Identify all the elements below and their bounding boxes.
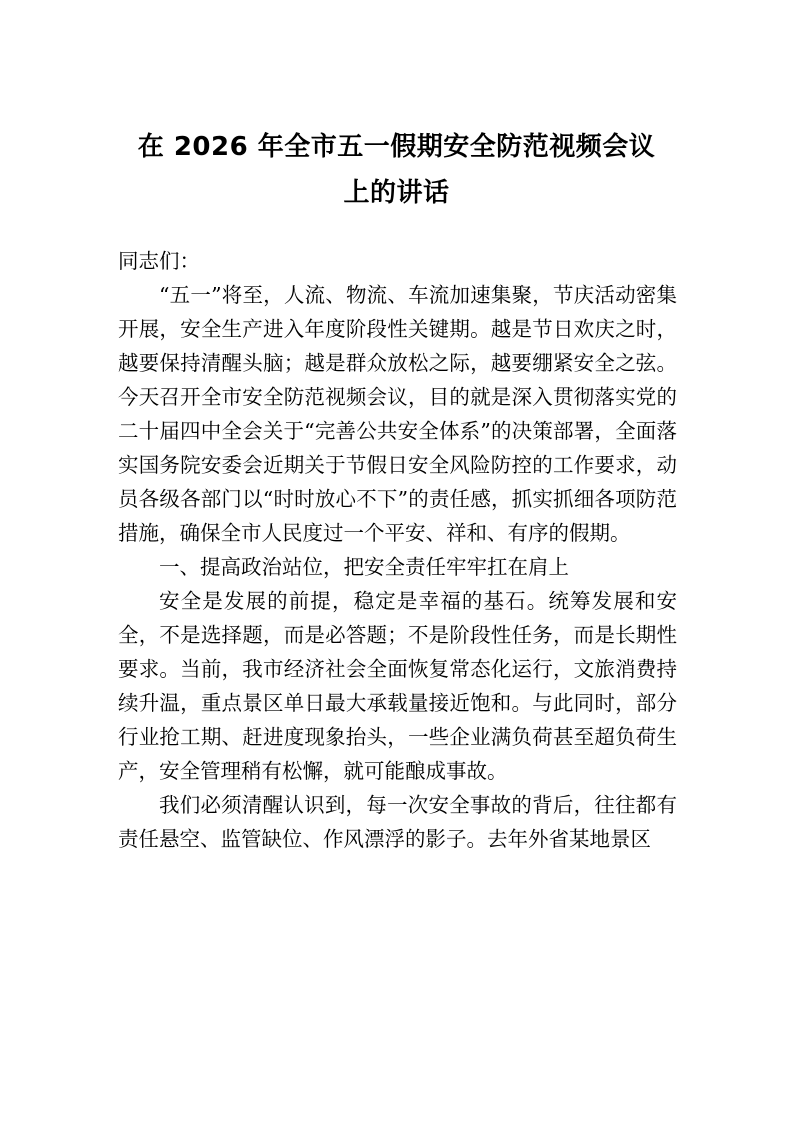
document-title-line-2: 上的讲话 xyxy=(343,178,450,208)
section-heading-1: 一、提高政治站位，把安全责任牢牢扛在肩上 xyxy=(159,555,569,579)
paragraph-intro: “五一”将至，人流、物流、车流加速集聚，节庆活动密集开展，安全生产进入年度阶段性关键期。越是节日欢庆之时，越要保持清醒头脑；越是群众放松之际，越要绷紧安全之弦。今天召开全市安全防范视频会议，目的就是深入贯彻落实党的二十届四中全会关于“完善公共安全体系”的决策部署，全面落实国务院安委会近期关于节假日安全风险防控的工作要求，动员各级各部门以“时时放心不下”的责任感，抓实抓细各项防范措施，确保全市人民度过一个平安、祥和、有序的假期。 xyxy=(118,283,677,545)
document-title-line-1: 在 2026 年全市五一假期安全防范视频会议 xyxy=(137,132,656,162)
paragraph-section-1: 安全是发展的前提，稳定是幸福的基石。统筹发展和安全，不是选择题，而是必答题；不是阶段性任务，而是长期性要求。当前，我市经济社会全面恢复常态化运行，文旅消费持续升温，重点景区单日最大承载量接近饱和。与此同时，部分行业抢工期、赶进度现象抬头，一些企业满负荷甚至超负荷生产，安全管理稍有松懈，就可能酿成事故。 xyxy=(118,589,677,783)
paragraph-section-1-continued: 我们必须清醒认识到，每一次安全事故的背后，往往都有责任悬空、监管缺位、作风漂浮的影子。去年外省某地景区 xyxy=(118,793,677,851)
document-body xyxy=(118,244,677,856)
salutation: 同志们： xyxy=(118,249,200,273)
